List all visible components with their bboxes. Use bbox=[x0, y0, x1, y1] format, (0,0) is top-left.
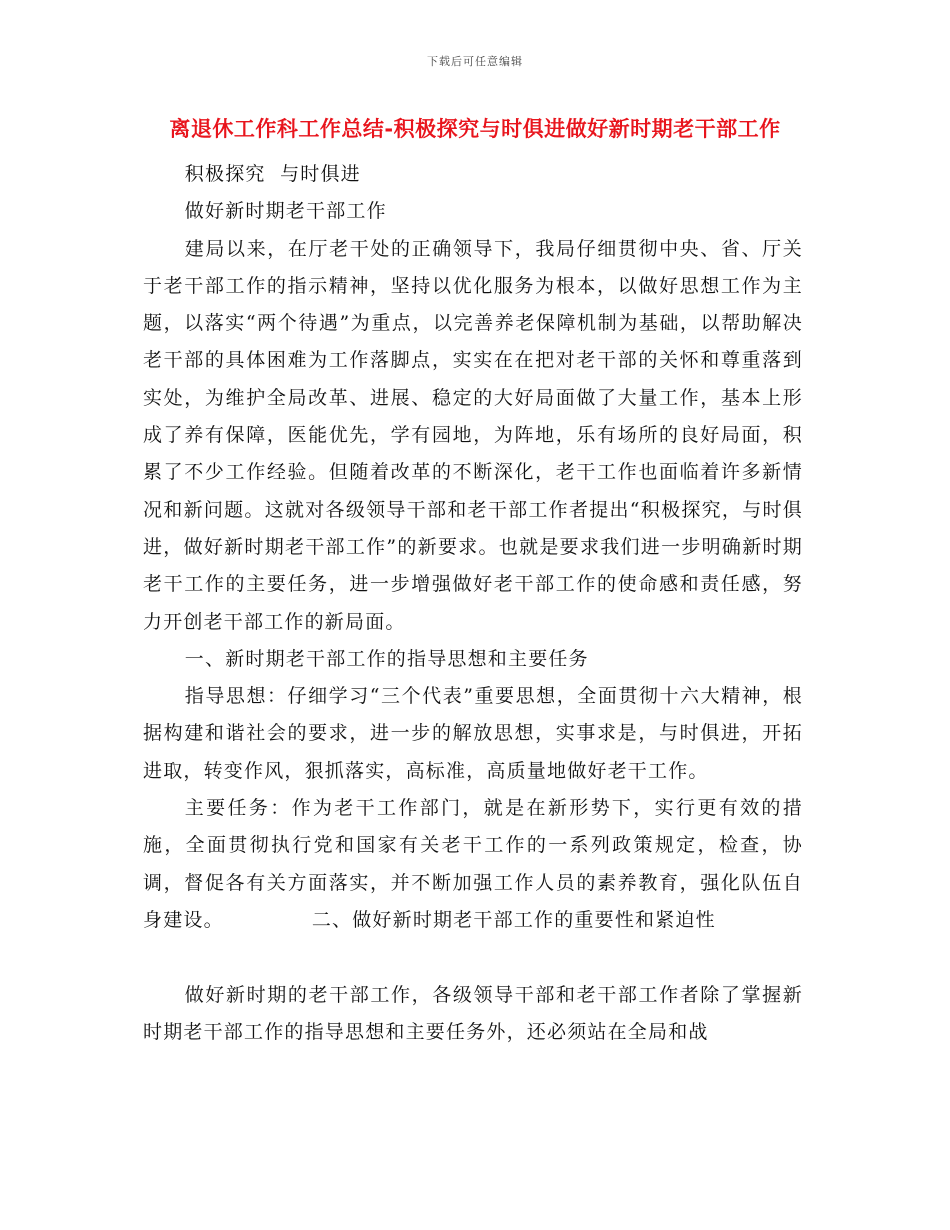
page-header-note: 下载后可任意编辑 bbox=[427, 55, 523, 68]
section-heading-2: 二、做好新时期老干部工作的重要性和紧迫性 bbox=[311, 908, 716, 931]
subtitle-line-1: 积极探究 与时俱进 bbox=[184, 163, 361, 185]
paragraph-main-tasks bbox=[143, 790, 803, 939]
main-tasks-text: 主要任务：作为老干工作部门，就是在新形势下，实行更有效的措施，全面贯彻执行党和国家有关老干工作的一系列政策规定，检查，协调，督促各有关方面落实，并不断加强工作人员的素养教育，强化队伍自身建设。 bbox=[143, 797, 803, 931]
section-heading-1: 一、新时期老干部工作的指导思想和主要任务 bbox=[184, 647, 589, 670]
paragraph-intro: 建局以来，在厅老干处的正确领导下，我局仔细贯彻中央、省、厅关于老干部工作的指示精神，坚持以优化服务为根本，以做好思想工作为主题，以落实“两个待遇”为重点，以完善养老保障机制为基础，以帮助解决老干部的具体困难为工作落脚点，实实在在把对老干部的关怀和尊重落到实处，为维护全局改革、进展、稳定的大好局面做了大量工作，基本上形成了养有保障，医能优先，学有园地，为阵地，乐有场所的良好局面，积累了不少工作经验。但随着改革的不断深化，老干工作也面临着许多新情况和新问题。这就对各级领导干部和老干部工作者提出“积极探究，与时俱进，做好新时期老干部工作”的新要求。也就是要求我们进一步明确新时期老干工作的主要任务，进一步增强做好老干部工作的使命感和责任感，努力开创老干部工作的新局面。 bbox=[143, 237, 803, 633]
paragraph-guiding-thought: 指导思想：仔细学习“三个代表”重要思想，全面贯彻十六大精神，根据构建和谐社会的要求，进一步的解放思想，实事求是，与时俱进，开拓进取，转变作风，狠抓落实，高标准，高质量地做好老干工作。 bbox=[143, 685, 803, 782]
document-body bbox=[143, 156, 803, 1051]
blank-line bbox=[143, 939, 803, 976]
document-title: 离退休工作科工作总结-积极探究与时俱进做好新时期老干部工作 bbox=[169, 117, 781, 141]
subtitle-line-2: 做好新时期老干部工作 bbox=[184, 200, 387, 223]
paragraph-importance: 做好新时期的老干部工作，各级领导干部和老干部工作者除了掌握新时期老干部工作的指导思想和主要任务外，还必须站在全局和战 bbox=[143, 983, 803, 1043]
